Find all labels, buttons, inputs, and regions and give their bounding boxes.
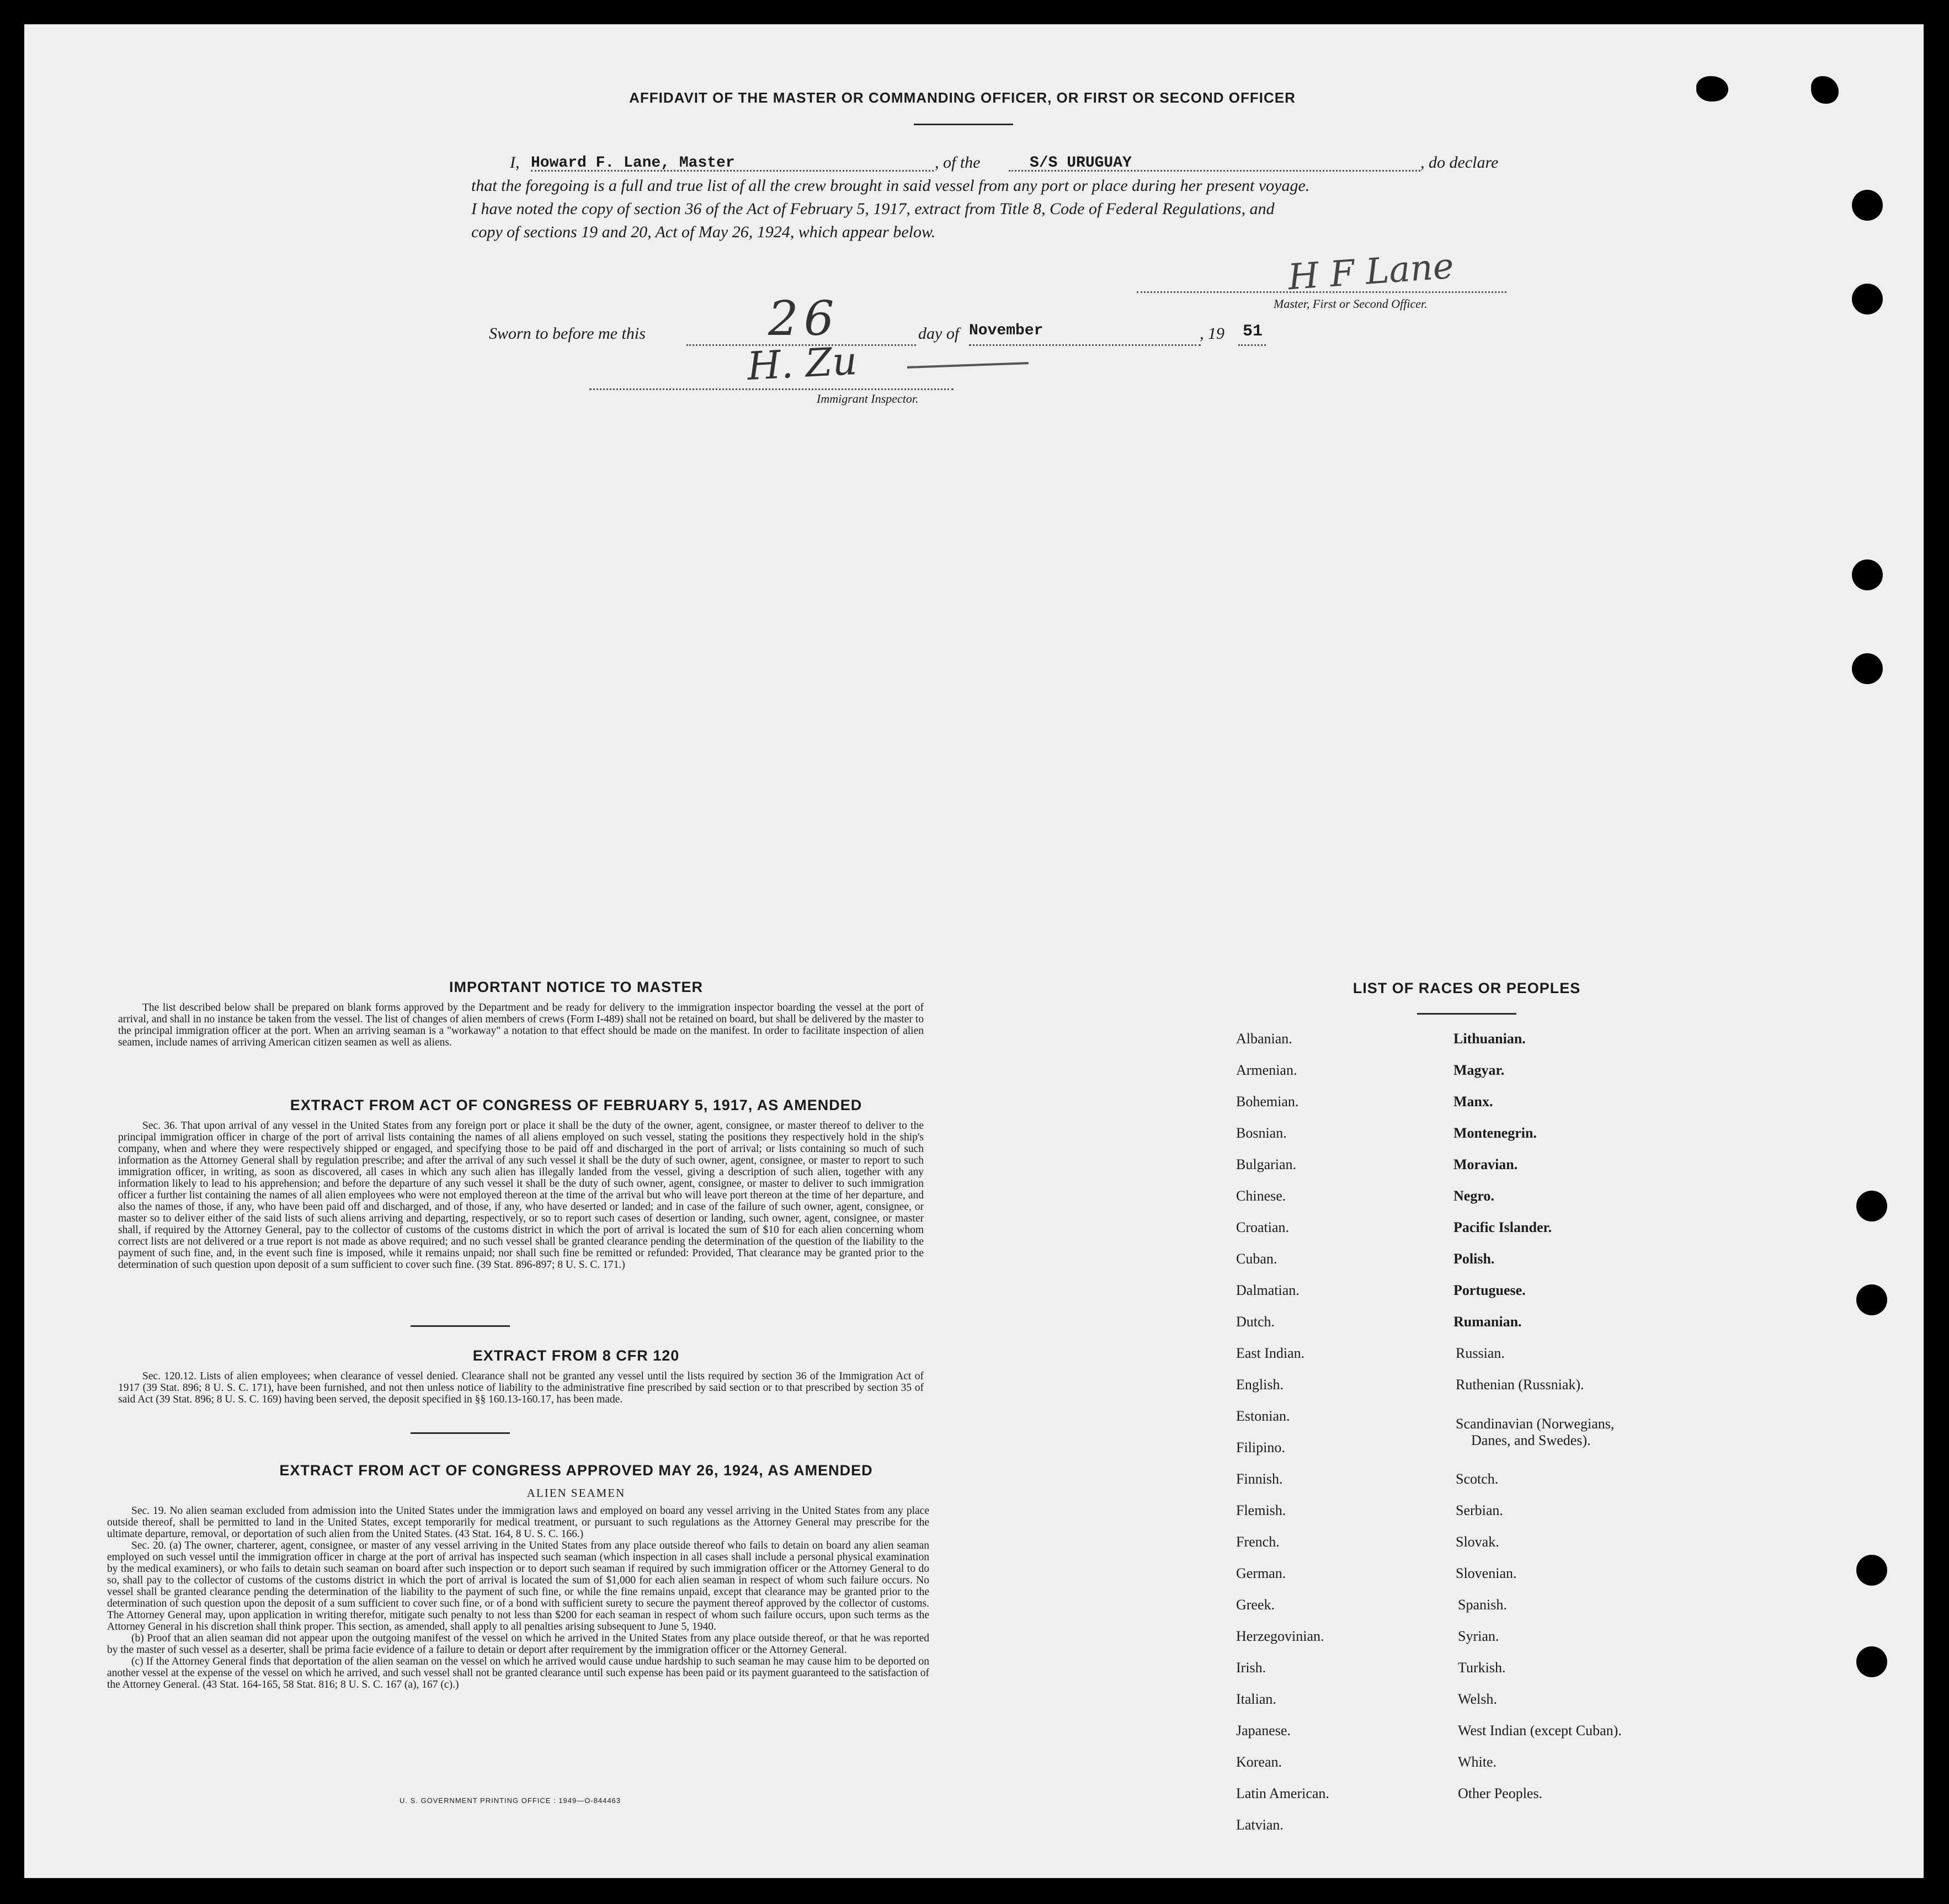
master-caption: Master, First or Second Officer. <box>1274 297 1428 311</box>
day-of-label: day of <box>918 324 960 343</box>
race-item: Herzegovinian. <box>1236 1628 1324 1644</box>
declaration-line-2: that the foregoing is a full and true list of all the crew brought in said vessel from any port or place during her present voyage. <box>471 177 1310 195</box>
section-120-paragraph: Sec. 120.12. Lists of alien employees; when clearance of vessel denied. Clearance shall not be granted any vessel until the lists required by section 36 of the Immigration Act of 1917 (39 Stat. 896; 8 U. S. C. 171), have been furnished, and not then unless notice of liability to the administrative fine prescribed by said section or to that prescribed by section 35 of said Act (39 Stat. 896; 8 U. S. C. 169) having been served, the deposit specified in §§ 160.13-160.17, has been made. <box>118 1370 924 1405</box>
race-item: Moravian. <box>1453 1156 1518 1172</box>
race-item: Dutch. <box>1236 1314 1275 1330</box>
notice-title: IMPORTANT NOTICE TO MASTER <box>449 979 703 995</box>
affidavit-title: AFFIDAVIT OF THE MASTER OR COMMANDING OFFICER, OR FIRST OR SECOND OFFICER <box>629 89 1296 106</box>
punch-hole <box>1852 653 1883 684</box>
section-20a-paragraph: Sec. 20. (a) The owner, charterer, agent, consignee, or master of any vessel arriving in the United States from any place outside thereof who fails to detain on board any alien seaman employed on such vessel until the immigration officer in charge at the port of arrival has inspected such seaman (which inspection in all cases shall include a personal physical examination by the medical examiners), or who fails to detain such seaman on board after such inspection or to deport such seaman if required by such immigration officer or the Attorney General to do so, shall pay to the collector of customs of the customs district in which the port of arrival is located the sum of $1,000 for each alien seaman in respect of whom such failure occurs. No vessel shall be granted clearance pending the determination of the liability to the payment of such fine, or while the fine remains unpaid, except that clearance may be granted prior to the determination of such question upon the deposit of a sum sufficient to cover such fine, or of a bond with sufficient surety to secure the payment thereof approved by the collector of customs. The Attorney General may, upon application in writing therefor, mitigate such penalty to not less than $200 for each seaman in respect of whom such failure occurs, upon such terms as the Attorney General in his discretion shall think proper. This section, as amended, shall apply to all penalties arising subsequent to June 5, 1940. <box>107 1540 929 1633</box>
section-20b-paragraph: (b) Proof that an alien seaman did not appear upon the outgoing manifest of the vessel on which he arrived in the United States from any place outside thereof, or that he was reported by the master of such vessel as a deserter, shall be prima facie evidence of a failure to detain or deport after requirement by the immigration officer or the Attorney General. <box>107 1633 929 1656</box>
document-page <box>24 24 1924 1878</box>
race-item: English. <box>1236 1377 1284 1393</box>
race-item: Welsh. <box>1458 1691 1497 1707</box>
races-divider <box>1417 1013 1516 1015</box>
title-divider <box>914 124 1013 125</box>
race-item: Magyar. <box>1453 1062 1505 1078</box>
punch-hole <box>1852 559 1883 590</box>
section-divider <box>411 1432 510 1434</box>
race-item: Bohemian. <box>1236 1094 1299 1110</box>
printing-office-imprint: U. S. GOVERNMENT PRINTING OFFICE : 1949—O-844463 <box>400 1796 621 1805</box>
race-item: Bulgarian. <box>1236 1156 1297 1172</box>
month-line <box>969 344 1201 346</box>
race-item: West Indian (except Cuban). <box>1458 1722 1622 1738</box>
extract-1924-body <box>107 1505 929 1690</box>
punch-hole <box>1696 76 1728 102</box>
race-item: Other Peoples. <box>1458 1785 1543 1801</box>
race-item: Dalmatian. <box>1236 1282 1300 1298</box>
race-item: Chinese. <box>1236 1188 1286 1204</box>
race-item: Ruthenian (Russniak). <box>1456 1377 1584 1393</box>
race-item: Filipino. <box>1236 1439 1285 1455</box>
extract-1917-body <box>118 1120 924 1271</box>
race-item: Cuban. <box>1236 1251 1277 1267</box>
race-item: Greek. <box>1236 1597 1275 1613</box>
year-value: 51 <box>1243 322 1263 341</box>
section-divider <box>411 1325 510 1327</box>
declaration-line-4: copy of sections 19 and 20, Act of May 26, 1924, which appear below. <box>471 223 936 241</box>
race-item: Portuguese. <box>1453 1282 1526 1298</box>
race-item: Albanian. <box>1236 1031 1292 1047</box>
punch-hole <box>1856 1555 1887 1586</box>
race-item: Slovenian. <box>1456 1565 1517 1581</box>
race-item: Croatian. <box>1236 1219 1290 1235</box>
race-item: Montenegrin. <box>1453 1125 1537 1141</box>
extract-1917-title: EXTRACT FROM ACT OF CONGRESS OF FEBRUARY 5, 1917, AS AMENDED <box>290 1097 862 1113</box>
extract-cfr-body <box>118 1370 924 1405</box>
race-item: Slovak. <box>1456 1534 1499 1550</box>
race-item: Armenian. <box>1236 1062 1297 1078</box>
sworn-label: Sworn to before me this <box>489 324 646 343</box>
inspector-caption: Immigrant Inspector. <box>817 392 919 406</box>
race-item: Syrian. <box>1458 1628 1499 1644</box>
extract-1924-title: EXTRACT FROM ACT OF CONGRESS APPROVED MAY 26, 1924, AS AMENDED <box>279 1462 873 1479</box>
race-item: Danes, and Swedes). <box>1471 1432 1591 1448</box>
race-item: White. <box>1458 1754 1497 1770</box>
race-item: Korean. <box>1236 1754 1282 1770</box>
race-item: Negro. <box>1453 1188 1494 1204</box>
punch-hole <box>1811 76 1839 104</box>
race-item: Rumanian. <box>1453 1314 1522 1330</box>
race-item: French. <box>1236 1534 1280 1550</box>
races-title: LIST OF RACES OR PEOPLES <box>1352 980 1581 996</box>
section-20c-paragraph: (c) If the Attorney General finds that deportation of the alien seaman on the vessel on which he arrived would cause undue hardship to such seaman he may cause him to be deported on another vessel at the expense of the vessel on which he arrived, and such vessel shall not be granted clearance until such expense has been paid or its payment guaranteed to the satisfaction of the Attorney General. (43 Stat. 164-165, 58 Stat. 816; 8 U. S. C. 167 (a), 167 (c).) <box>107 1656 929 1690</box>
race-item: German. <box>1236 1565 1286 1581</box>
race-item: Scotch. <box>1456 1471 1499 1487</box>
race-item: Polish. <box>1453 1251 1495 1267</box>
of-the-label: , of the <box>935 153 981 172</box>
punch-hole <box>1856 1646 1887 1677</box>
extract-cfr-title: EXTRACT FROM 8 CFR 120 <box>472 1347 680 1364</box>
race-item: Pacific Islander. <box>1453 1219 1552 1235</box>
vessel-name-line <box>1009 170 1420 172</box>
punch-hole <box>1856 1284 1887 1315</box>
race-item: Serbian. <box>1456 1502 1503 1518</box>
alien-seamen-subtitle: ALIEN SEAMEN <box>526 1486 626 1500</box>
race-item: East Indian. <box>1236 1345 1305 1361</box>
punch-hole <box>1856 1191 1887 1222</box>
master-signature-line <box>1137 291 1506 293</box>
notice-body <box>118 1002 924 1048</box>
race-item: Irish. <box>1236 1660 1266 1676</box>
do-declare-label: , do declare <box>1420 153 1499 172</box>
section-36-paragraph: Sec. 36. That upon arrival of any vessel in the United States from any foreign port or place it shall be the duty of the owner, agent, consignee, or master thereof to deliver to the principal immigration officer in charge of the port of arrival lists containing the names of all aliens employed on such vessel, stating the positions they respectively hold in the ship's company, when and where they were respectively shipped or engaged, and specifying those to be paid off and discharged in the port of arrival; or lists containing so much of such information as the Attorney General shall by regulation prescribe; and after the arrival of any such vessel it shall be the duty of such owner, agent, consignee, or master to report to such immigration officer, in writing, as soon as discovered, all cases in which any such alien has illegally landed from the vessel, giving a description of such alien, together with any information likely to lead to his apprehension; and before the departure of any such vessel it shall be the duty of such owner, agent, consignee, or master to deliver to such immigration officer a further list containing the names of all alien employees who were not employed thereon at the time of the arrival but who will leave port thereon at the time of her departure, and also the names of those, if any, who have been paid off and discharged, and of those, if any, who have deserted or landed; and in case of the failure of such owner, agent, consignee, or master so to deliver either of the said lists of such aliens arriving and departing, respectively, or so to report such cases of desertion or landing, such owner, agent, consignee, or master shall, if required by the Attorney General, pay to the collector of customs of the customs district in which the port of arrival is located the sum of $10 for each alien concerning whom correct lists are not delivered or a true report is not made as above required; and no such vessel shall be granted clearance pending the determination of the question of the liability to the payment of such fine, and, in the event such fine is imposed, while it remains unpaid; nor shall such fine be remitted or refunded: Provided, That clearance may be granted prior to the determination of such question upon deposit of a sum sufficient to cover such fine. (39 Stat. 896-897; 8 U. S. C. 171.) <box>118 1120 924 1271</box>
punch-hole <box>1852 190 1883 221</box>
notice-paragraph: The list described below shall be prepared on blank forms approved by the Department and be ready for delivery to the immigration inspector boarding the vessel at the port of arrival, and shall in no instance be taken from the vessel. The list of changes of alien members of crews (Form I-489) shall not be retained on board, but shall be delivered by the master to the principal immigration officer at the port. When an arriving seaman is a "workaway" a notation to that effect should be made on the manifest. In order to facilitate inspection of alien seamen, include names of arriving American citizen seamen as well as aliens. <box>118 1002 924 1048</box>
race-item: Flemish. <box>1236 1502 1286 1518</box>
race-item: Italian. <box>1236 1691 1276 1707</box>
declaration-line-3: I have noted the copy of section 36 of the Act of February 5, 1917, extract from Title 8, Code of Federal Regulations, and <box>471 200 1275 218</box>
day-value: 26 <box>768 291 840 346</box>
race-item: Latin American. <box>1236 1785 1329 1801</box>
race-item: Estonian. <box>1236 1408 1290 1424</box>
year-line <box>1238 344 1266 346</box>
race-item: Russian. <box>1456 1345 1505 1361</box>
race-item: Finnish. <box>1236 1471 1283 1487</box>
race-item: Bosnian. <box>1236 1125 1287 1141</box>
vessel-name-field: S/S URUGUAY <box>1030 154 1132 172</box>
inspector-signature-line <box>589 388 954 390</box>
month-value: November <box>969 322 1043 339</box>
declaration-intro: I, <box>510 153 520 172</box>
section-19-paragraph: Sec. 19. No alien seaman excluded from admission into the United States under the immigration laws and employed on board any vessel arriving in the United States from any place outside thereof, shall be permitted to land in the United States, except temporarily for medical treatment, or pursuant to such regulations as the Attorney General may prescribe for the ultimate departure, removal, or deportation of such alien from the United States. (43 Stat. 164, 8 U. S. C. 166.) <box>107 1505 929 1540</box>
race-item: Latvian. <box>1236 1817 1284 1833</box>
race-item: Scandinavian (Norwegians, <box>1456 1416 1615 1432</box>
race-item: Turkish. <box>1458 1660 1506 1676</box>
inspector-signature: H. Zu <box>745 338 859 390</box>
race-item: Manx. <box>1453 1094 1493 1110</box>
race-item: Japanese. <box>1236 1722 1291 1738</box>
signature-tail <box>907 362 1029 369</box>
master-signature: H F Lane <box>1286 246 1455 298</box>
master-name-field: Howard F. Lane, Master <box>531 154 735 172</box>
race-item: Spanish. <box>1458 1597 1507 1613</box>
punch-hole <box>1852 284 1883 314</box>
master-name-line <box>531 170 934 172</box>
year-prefix: , 19 <box>1200 324 1224 343</box>
race-item: Lithuanian. <box>1453 1031 1526 1047</box>
